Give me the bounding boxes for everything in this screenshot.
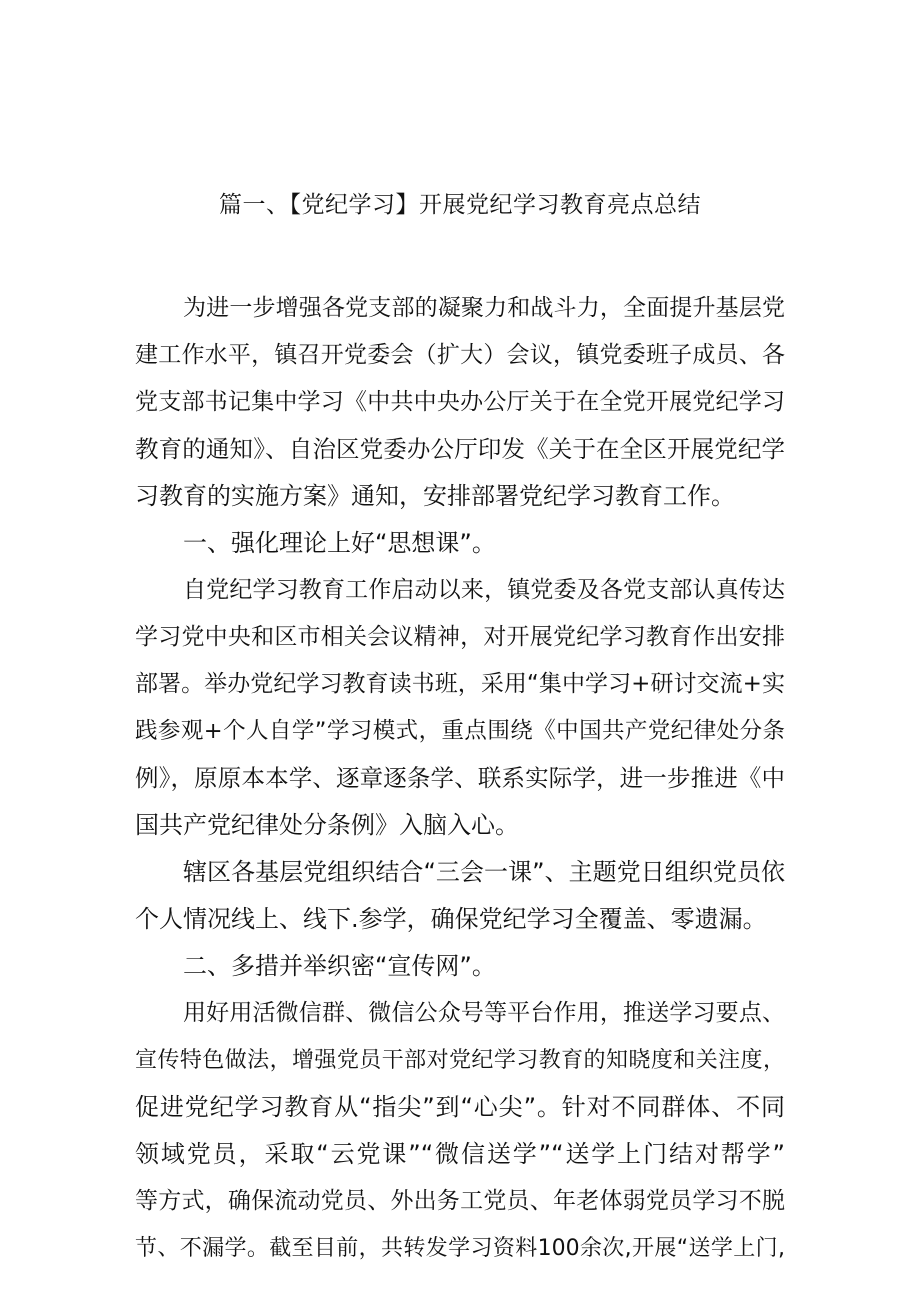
text-line: 个人情况线上、线下.参学，确保党纪学习全覆盖、零遗漏。 [135, 905, 767, 933]
text-line: 二、多措并举织密“宣传网”。 [183, 952, 496, 980]
document-body [135, 285, 785, 1272]
text-line: 为进一步增强各党支部的凝聚力和战斗力，全面提升基层党 [183, 295, 785, 321]
text-line: 践参观+个人自学”学习模式，重点围绕《中国共产党纪律处分条 [135, 718, 785, 744]
text-line: 国共产党纪律处分条例》入脑入心。 [135, 811, 519, 839]
text-line: 宣传特色做法，增强党员干部对党纪学习教育的知晓度和关注度， [135, 1048, 785, 1073]
text-line: 领域党员，采取“云党课”“微信送学”“送学上门结对帮学” [135, 1140, 785, 1168]
text-line: 建工作水平，镇召开党委会（扩大）会议，镇党委班子成员、各 [135, 342, 785, 368]
text-line: 学习党中央和区市相关会议精神，对开展党纪学习教育作出安排 [135, 624, 785, 650]
document-title: 篇一、【党纪学习】开展党纪学习教育亮点总结 [219, 192, 701, 218]
text-line: 习教育的实施方案》通知，安排部署党纪学习教育工作。 [135, 482, 735, 510]
text-line: 等方式，确保流动党员、外出务工党员、年老体弱党员学习不脱 [135, 1188, 785, 1214]
text-line: 一、强化理论上好“思想课”。 [183, 529, 496, 557]
text-line: 党支部书记集中学习《中共中央办公厅关于在全党开展党纪学习 [135, 389, 785, 415]
text-line: 辖区各基层党组织结合“三会一课”、主题党日组织党员依 [183, 858, 785, 886]
text-line: 教育的通知》、自治区党委办公厅印发《关于在全区开展党纪学 [135, 435, 785, 463]
text-line: 促进党纪学习教育从“指尖”到“心尖”。针对不同群体、不同 [135, 1093, 785, 1121]
text-line: 部署。举办党纪学习教育读书班，采用“集中学习+研讨交流+实 [135, 671, 785, 697]
text-line: 用好用活微信群、微信公众号等平台作用，推送学习要点、 [183, 1000, 785, 1026]
text-line: 自党纪学习教育工作启动以来，镇党委及各党支部认真传达 [183, 577, 785, 603]
text-line: 节、不漏学。截至目前，共转发学习资料100余次,开展“送学上门, [135, 1236, 785, 1261]
text-line: 例》，原原本本学、逐章逐条学、联系实际学，进一步推进《中 [135, 764, 785, 792]
